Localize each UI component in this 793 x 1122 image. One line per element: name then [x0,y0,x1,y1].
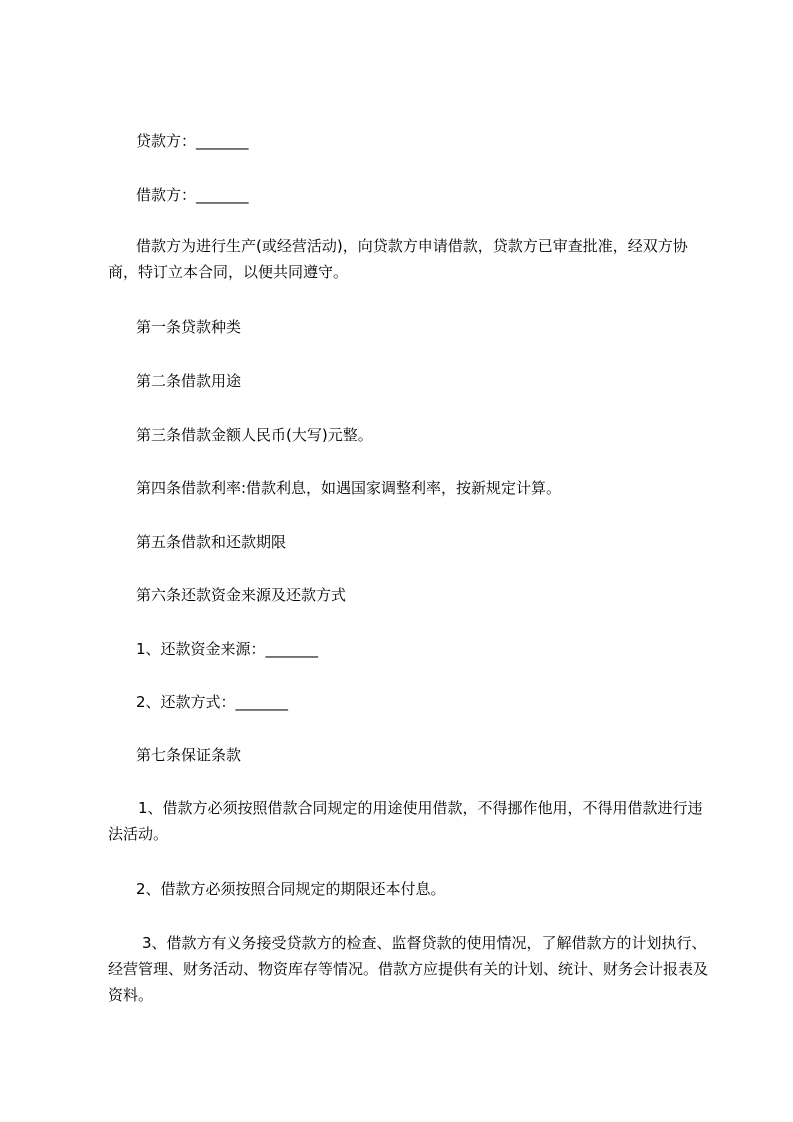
article-7-heading: 第七条保证条款 [136,746,242,764]
article-2-heading: 第二条借款用途 [136,372,242,390]
borrower-line: 借款方：_______ [136,186,249,204]
article-7-item-3: 3、借款方有义务接受贷款方的检查、监督贷款的使用情况，了解借款方的计划执行、经营管理、财务活动、物资库存等情况。借款方应提供有关的计划、统计、财务会计报表及资料。 [108,934,709,1004]
article-4-text: 第四条借款利率:借款利息，如遇国家调整利率，按新规定计算。 [136,479,562,497]
lender-line: 贷款方：_______ [136,132,249,150]
article-7-item-1: 1、借款方必须按照借款合同规定的用途使用借款，不得挪作他用，不得用借款进行违法活动。 [108,799,703,843]
article-3-text: 第三条借款金额人民币(大写)元整。 [136,426,373,444]
article-6-heading: 第六条还款资金来源及还款方式 [136,586,347,604]
article-1-heading: 第一条贷款种类 [136,318,242,336]
preamble-paragraph: 借款方为进行生产(或经营活动)，向贷款方申请借款，贷款方已审查批准，经双方协商，特订立本合同，以便共同遵守。 [108,237,688,281]
article-6-item-2: 2、还款方式：_______ [136,693,289,711]
article-5-heading: 第五条借款和还款期限 [136,533,287,551]
article-6-item-1: 1、还款资金来源：_______ [136,640,319,658]
article-7-item-2: 2、借款方必须按照合同规定的期限还本付息。 [136,880,446,898]
